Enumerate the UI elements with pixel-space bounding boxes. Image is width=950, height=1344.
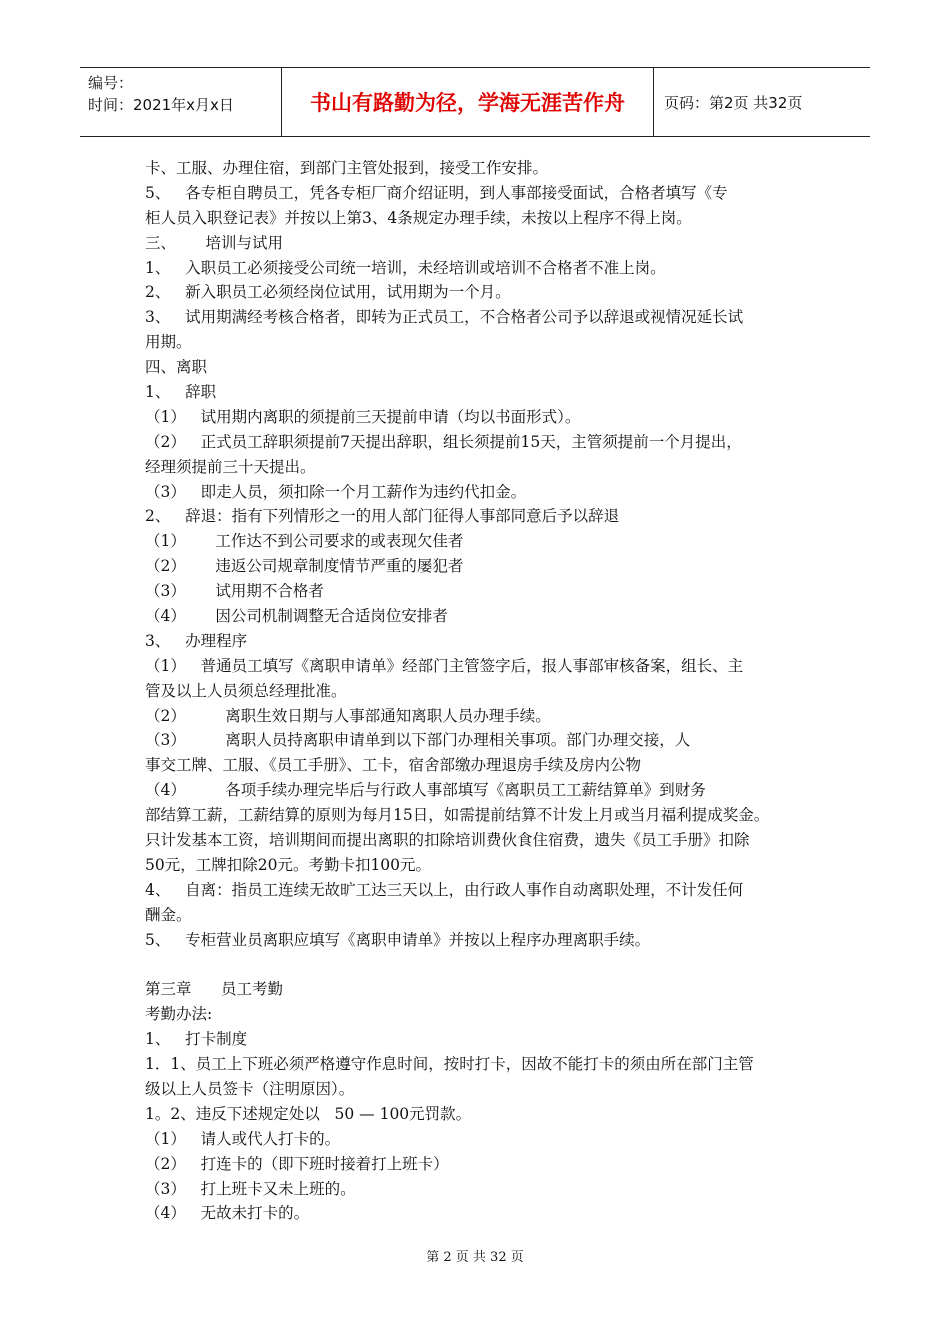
text-line: （3） 试用期不合格者: [145, 582, 324, 601]
text-line: （3） 即走人员，须扣除一个月工薪作为违约代扣金。: [145, 482, 527, 501]
text-line: 1。2、违反下述规定处以 50 — 100元罚款。: [145, 1104, 472, 1123]
text-line: 事交工牌、工服、《员工手册》、工卡，宿舍部缴办理退房手续及房内公物: [145, 756, 642, 775]
text-line: 只计发基本工资，培训期间而提出离职的扣除培训费伙食住宿费，遗失《员工手册》扣除: [145, 831, 750, 850]
header-page-number: 页码：第2页 共32页: [664, 93, 803, 112]
document-time-label: 时间：2021年x月x日: [88, 96, 234, 114]
text-line: 5、 专柜营业员离职应填写《离职申请单》并按以上程序办理离职手续。: [145, 930, 651, 949]
text-line: （2） 正式员工辞职须提前7天提出辞职，组长须提前15天，主管须提前一个月提出，: [145, 432, 742, 451]
text-line: （2） 打连卡的（即下班时接着打上班卡）: [145, 1154, 449, 1173]
text-line: 2、 辞退：指有下列情形之一的用人部门征得人事部同意后予以辞退: [145, 507, 620, 526]
blank-line: [145, 953, 815, 978]
text-line: 部结算工薪，工薪结算的原则为每月15日，如需提前结算不计发上月或当月福利提成奖金。: [145, 806, 770, 825]
text-line: （1） 试用期内离职的须提前三天提前申请（均以书面形式）。: [145, 407, 581, 426]
text-line: 四、离职: [145, 358, 208, 377]
text-line: （3） 打上班卡又未上班的。: [145, 1179, 356, 1198]
text-line: （3） 离职人员持离职申请单到以下部门办理相关事项。部门办理交接，人: [145, 731, 691, 750]
text-line: 1、 辞职: [145, 383, 217, 402]
text-line: 三、 培训与试用: [145, 233, 284, 252]
text-line: 用期。: [145, 333, 192, 352]
text-line: 1、 打卡制度: [145, 1030, 248, 1049]
text-line: 3、 办理程序: [145, 631, 248, 650]
text-line: 3、 试用期满经考核合格者，即转为正式员工，不合格者公司予以辞退或视情况延长试: [145, 308, 744, 327]
text-line: 酬金。: [145, 905, 192, 924]
text-line: 第三章 员工考勤: [145, 980, 284, 999]
text-line: （1） 普通员工填写《离职申请单》经部门主管签字后，报人事部审核备案，组长、主: [145, 656, 744, 675]
page-header: [80, 67, 870, 137]
text-line: 管及以上人员须总经理批准。: [145, 681, 347, 700]
text-line: 1、 入职员工必须接受公司统一培训，未经培训或培训不合格者不准上岗。: [145, 258, 666, 277]
page-footer: 第 2 页 共 32 页: [426, 1250, 524, 1265]
text-line: 经理须提前三十天提出。: [145, 457, 316, 476]
text-line: 5、 各专柜自聘员工，凭各专柜厂商介绍证明，到人事部接受面试，合格者填写《专: [145, 183, 728, 202]
header-info: [80, 68, 282, 136]
header-motto: 书山有路勤为径，学海无涯苦作舟: [282, 68, 654, 136]
text-line: （4） 各项手续办理完毕后与行政人事部填写《离职员工工薪结算单》到财务: [145, 781, 706, 800]
text-line: 50元，工牌扣除20元。考勤卡扣100元。: [145, 855, 432, 874]
text-line: 柜人员入职登记表》并按以上第3、4条规定办理手续，未按以上程序不得上岗。: [145, 208, 692, 227]
text-line: （1） 请人或代人打卡的。: [145, 1129, 341, 1148]
text-line: （1） 工作达不到公司要求的或表现欠佳者: [145, 532, 464, 551]
text-line: （4） 因公司机制调整无合适岗位安排者: [145, 607, 448, 626]
text-line: （2） 违返公司规章制度情节严重的屡犯者: [145, 557, 464, 576]
text-line: 4、 自离：指员工连续无故旷工达三天以上，由行政人事作自动离职处理，不计发任何: [145, 880, 744, 899]
text-line: 级以上人员签卡（注明原因）。: [145, 1079, 355, 1098]
document-body: [145, 156, 815, 1226]
document-number-label: 编号：: [88, 74, 134, 92]
text-line: （2） 离职生效日期与人事部通知离职人员办理手续。: [145, 706, 551, 725]
text-line: 1．1、员工上下班必须严格遵守作息时间，按时打卡，因故不能打卡的须由所在部门主管: [145, 1055, 754, 1074]
text-line: 考勤办法:: [145, 1005, 213, 1024]
text-line: （4） 无故未打卡的。: [145, 1204, 310, 1223]
text-line: 卡、工服、办理住宿，到部门主管处报到，接受工作安排。: [145, 159, 549, 177]
text-line: 2、 新入职员工必须经岗位试用，试用期为一个月。: [145, 283, 511, 302]
